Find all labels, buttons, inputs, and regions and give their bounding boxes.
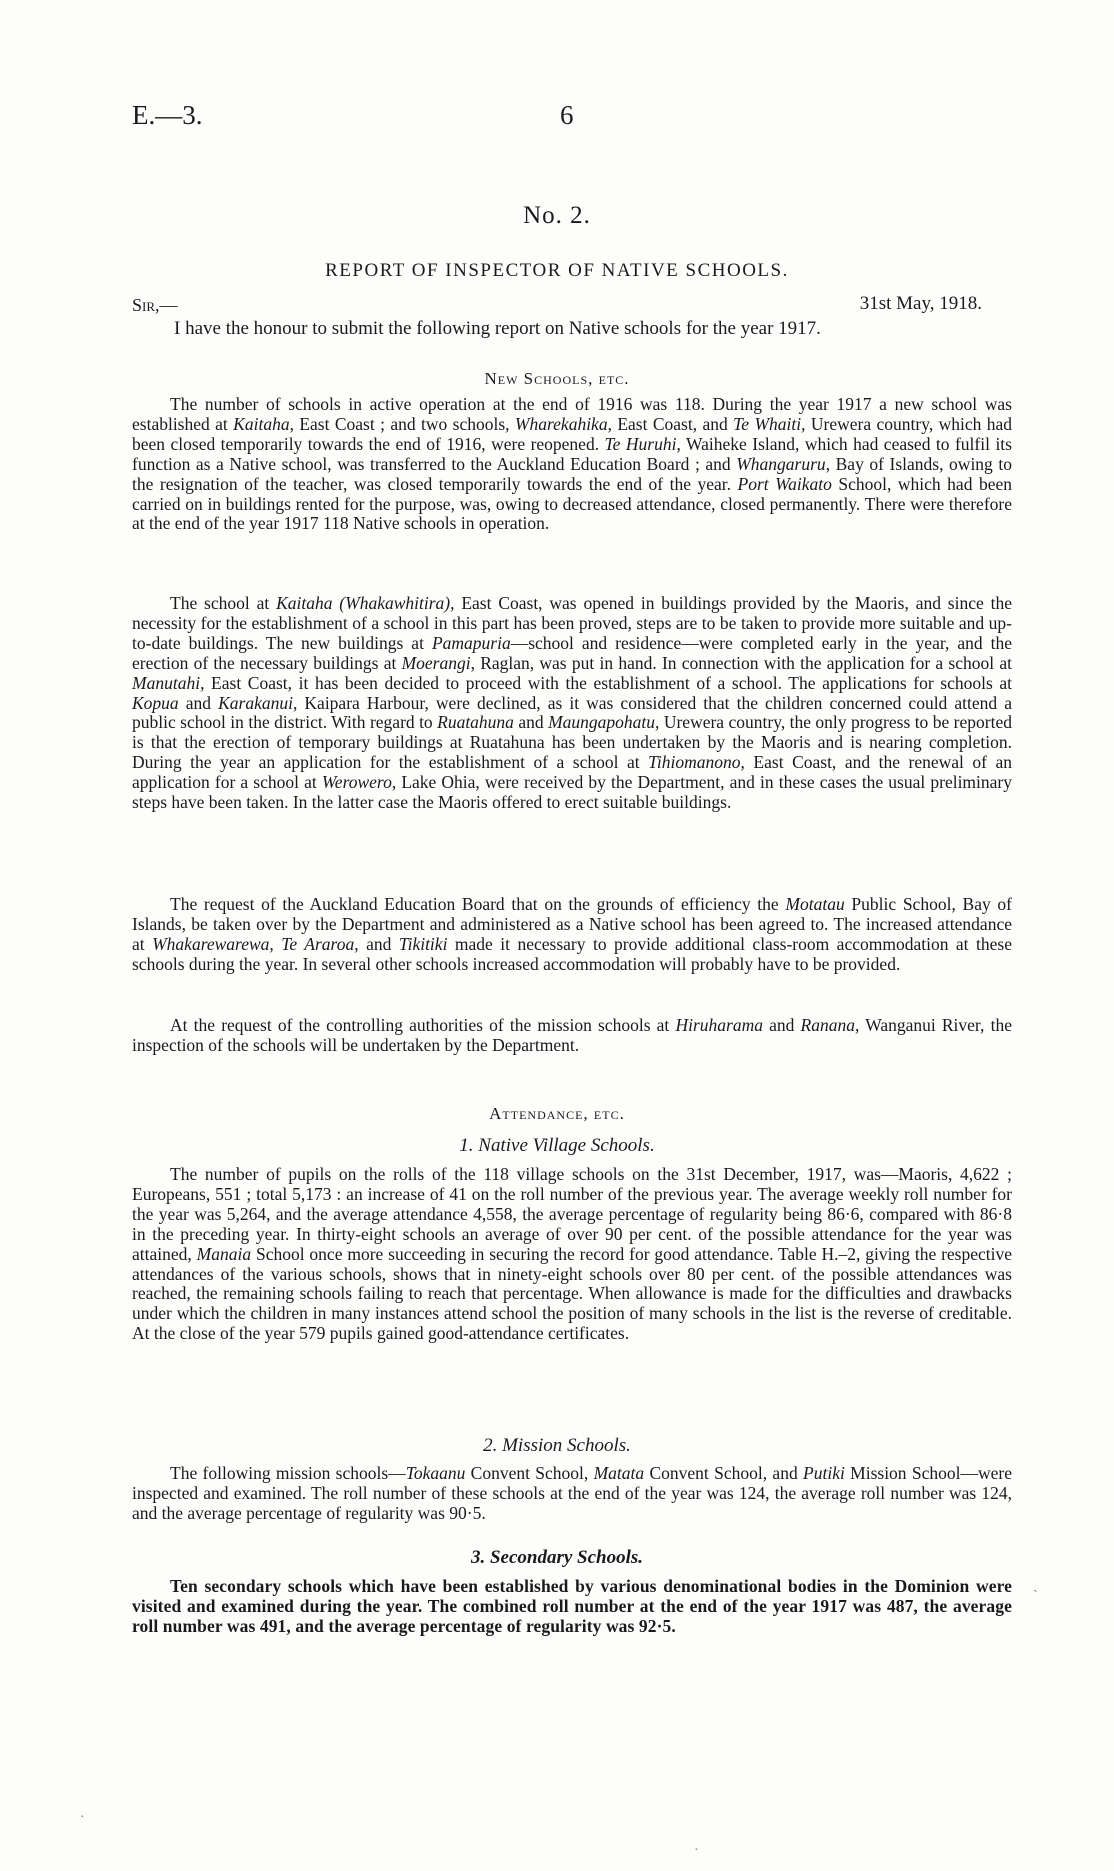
text-run: , East Coast, and <box>607 413 734 434</box>
text-run: The school at <box>170 593 277 613</box>
italic-name: Whangaruru <box>736 453 826 474</box>
paragraph-secondary-schools: Ten secondary schools which have been established by various denominational bodies in the Dominion were visited and examined during the year. The combined roll number at the end of the year 1917 was 487, the average roll number was 491, and the average percentage of regularity was 92·5. <box>132 1576 1012 1636</box>
italic-name: Whakarewarewa, Te Araroa <box>152 933 355 954</box>
text-run: , East Coast, was opened in buildings provided by the Maoris, and since the necessity for the establishment of a school in this part has been proved, steps are to be taken to provide more suitable and up-to-date buildings. The new buildings at <box>132 593 1012 653</box>
italic-name: Kopua <box>132 692 179 713</box>
text-run: The following mission schools— <box>170 1463 406 1483</box>
text-run: The request of the Auckland Education Board that on the grounds of efficiency the <box>170 894 786 914</box>
text-run: , Urewera country, the only progress to be reported is that the erection of temporary buildings at Ruatahuna has been undertaken by the Maoris and is nearing completion. During the year an application for the establishment of a school at <box>132 712 1012 773</box>
text-run: , Raglan, was put in hand. In connection with the application for a school at <box>470 652 1012 673</box>
italic-name: Tikitiki <box>398 933 448 954</box>
italic-name: Pamapuria <box>431 632 511 653</box>
italic-name: Kaitaha <box>233 413 290 434</box>
paragraph-village-schools <box>132 1165 1012 1344</box>
italic-name: Manaia <box>196 1243 252 1264</box>
italic-name: Karakanui <box>218 692 293 713</box>
italic-name: Te Huruhi <box>604 433 677 454</box>
text-run: , Bay of Islands, owing to the resignation of the teacher, was closed temporarily towards the end of the year. <box>132 453 1012 494</box>
text-run: The number of schools in active operation at the end of 1916 was 118. During the year 1917 a new school was established at <box>132 394 1012 434</box>
paragraph-mission-schools <box>132 1464 1012 1524</box>
italic-name: Hiruharama <box>675 1015 763 1035</box>
italic-name: Motatau <box>785 894 845 914</box>
paragraph-new-schools-1 <box>132 395 1012 534</box>
italic-name: Moerangi <box>401 652 471 673</box>
italic-name: Te Whaiti <box>733 413 802 434</box>
italic-name: Kaitaha (Whakawhitira) <box>276 593 451 613</box>
text-run: , Waiheke Island, which had ceased to fulfil its function as a Native school, was transferred to the Auckland Education Board ; and <box>132 433 1012 474</box>
italic-name: Manutahi <box>132 672 201 693</box>
italic-name: Ruatahuna <box>437 712 514 733</box>
text-run: , East Coast ; and two schools, <box>289 413 515 434</box>
italic-name: Wharekahika <box>514 413 608 434</box>
text-run: The number of pupils on the rolls of the 118 village schools on the 31st December, 1917, was—Maoris, 4,622 ; Europeans, 551 ; total 5,173 : an increase of 41 on the roll number of the previous year. The average weekly roll number for the year was 5,264, and the average attendance 4,558, the average percentage of regularity being 86·6, compared with 86·8 in the preceding year. In thirty-eight schools an average of over 90 per cent. of the possible attendance for the year was attained, <box>132 1164 1012 1264</box>
text-run: and <box>178 692 219 713</box>
italic-name: Tihiomanono <box>648 752 741 773</box>
text-run: and <box>513 712 549 733</box>
paragraph-new-schools-3 <box>132 895 1012 975</box>
text-run: School, which had been carried on in buildings rented for the purpose, was, owing to decreased attendance, closed permanently. There were therefore at the end of the year 1917 118 Native schools in operation. <box>132 473 1012 534</box>
text-run: —school and residence—were completed early in the year, and the erection of the necessary buildings at <box>132 632 1012 673</box>
text-run: Convent School, <box>465 1463 594 1483</box>
text-run: , Wanganui River, the inspection of the schools will be undertaken by the Department. <box>132 1015 1012 1055</box>
text-run: , Urewera country, which had been closed temporarily towards the end of 1916, were reopened. <box>132 413 1013 454</box>
sub-heading-secondary-schools: 3. Secondary Schools. <box>470 1547 644 1568</box>
text-run: , East Coast, and the renewal of an application for a school at <box>132 752 1012 793</box>
margin-mark: · <box>694 1843 699 1858</box>
italic-name: Ranana <box>800 1015 855 1035</box>
paragraph-new-schools-2 <box>132 594 1012 813</box>
italic-name: Matata <box>593 1463 645 1483</box>
sub-heading-village-schools: 1. Native Village Schools. <box>459 1135 655 1156</box>
text-run: , Lake Ohia, were received by the Department, and in these cases the usual preliminary steps have been taken. In the latter case the Maoris offered to erect suitable buildings. <box>132 772 1013 813</box>
text-run: Convent School, and <box>644 1463 804 1483</box>
text-run: Mission School—were inspected and examined. The roll number of these schools at the end of the year was 124, the average roll number was 124, and the average percentage of regularity was 90·5. <box>132 1463 1012 1523</box>
section-heading-attendance: Attendance, etc. <box>489 1104 625 1123</box>
report-title: REPORT OF INSPECTOR OF NATIVE SCHOOLS. <box>325 260 789 281</box>
text-run: made it necessary to provide additional class-room accommodation at these schools during the year. In several other schools increased accommodation will probably have to be provided. <box>132 933 1012 974</box>
sub-heading-mission-schools: 2. Mission Schools. <box>483 1435 631 1456</box>
text-run: , Kaipara Harbour, were declined, as it was considered that the children concerned could attend a public school in the district. With regard to <box>132 692 1012 733</box>
page-number: 6 <box>560 100 574 130</box>
intro-paragraph: I have the honour to submit the following report on Native schools for the year 1917. <box>174 318 821 339</box>
paragraph-new-schools-4 <box>132 1016 1012 1056</box>
report-number: No. 2. <box>523 202 591 229</box>
italic-name: Tokaanu <box>405 1463 466 1483</box>
italic-name: Werowero <box>321 772 392 793</box>
text-run: and <box>762 1015 801 1035</box>
section-heading-new-schools: New Schools, etc. <box>484 369 630 388</box>
report-date: 31st May, 1918. <box>859 293 982 314</box>
salutation: Sir,— <box>132 295 178 315</box>
text-run: , and <box>354 933 399 954</box>
italic-name: Maungapohatu <box>548 712 656 733</box>
margin-mark: ˏ <box>1033 1578 1038 1593</box>
italic-name: Port Waikato <box>737 473 832 494</box>
margin-mark: · <box>80 1810 85 1825</box>
text-run: At the request of the controlling authorities of the mission schools at <box>170 1015 676 1035</box>
text-run: School once more succeeding in securing the record for good attendance. Table H.–2, giving the respective attendances of the various schools, shows that in ninety-eight schools over 80 per cent. of the possible attendances was reached, the remaining schools failing to reach that percentage. When allowance is made for the difficulties and drawbacks under which the children in many instances attend school the position of many schools in the list is the reverse of creditable. At the close of the year 579 pupils gained good-attendance certificates. <box>132 1243 1013 1344</box>
italic-name: Putiki <box>803 1463 845 1483</box>
text-run: Public School, Bay of Islands, be taken over by the Department and administered as a Native school has been agreed to. The increased attendance at <box>132 894 1012 954</box>
text-run: , East Coast, it has been decided to proceed with the establishment of a school. The applications for schools at <box>200 672 1012 693</box>
document-code: E.—3. <box>132 100 203 130</box>
